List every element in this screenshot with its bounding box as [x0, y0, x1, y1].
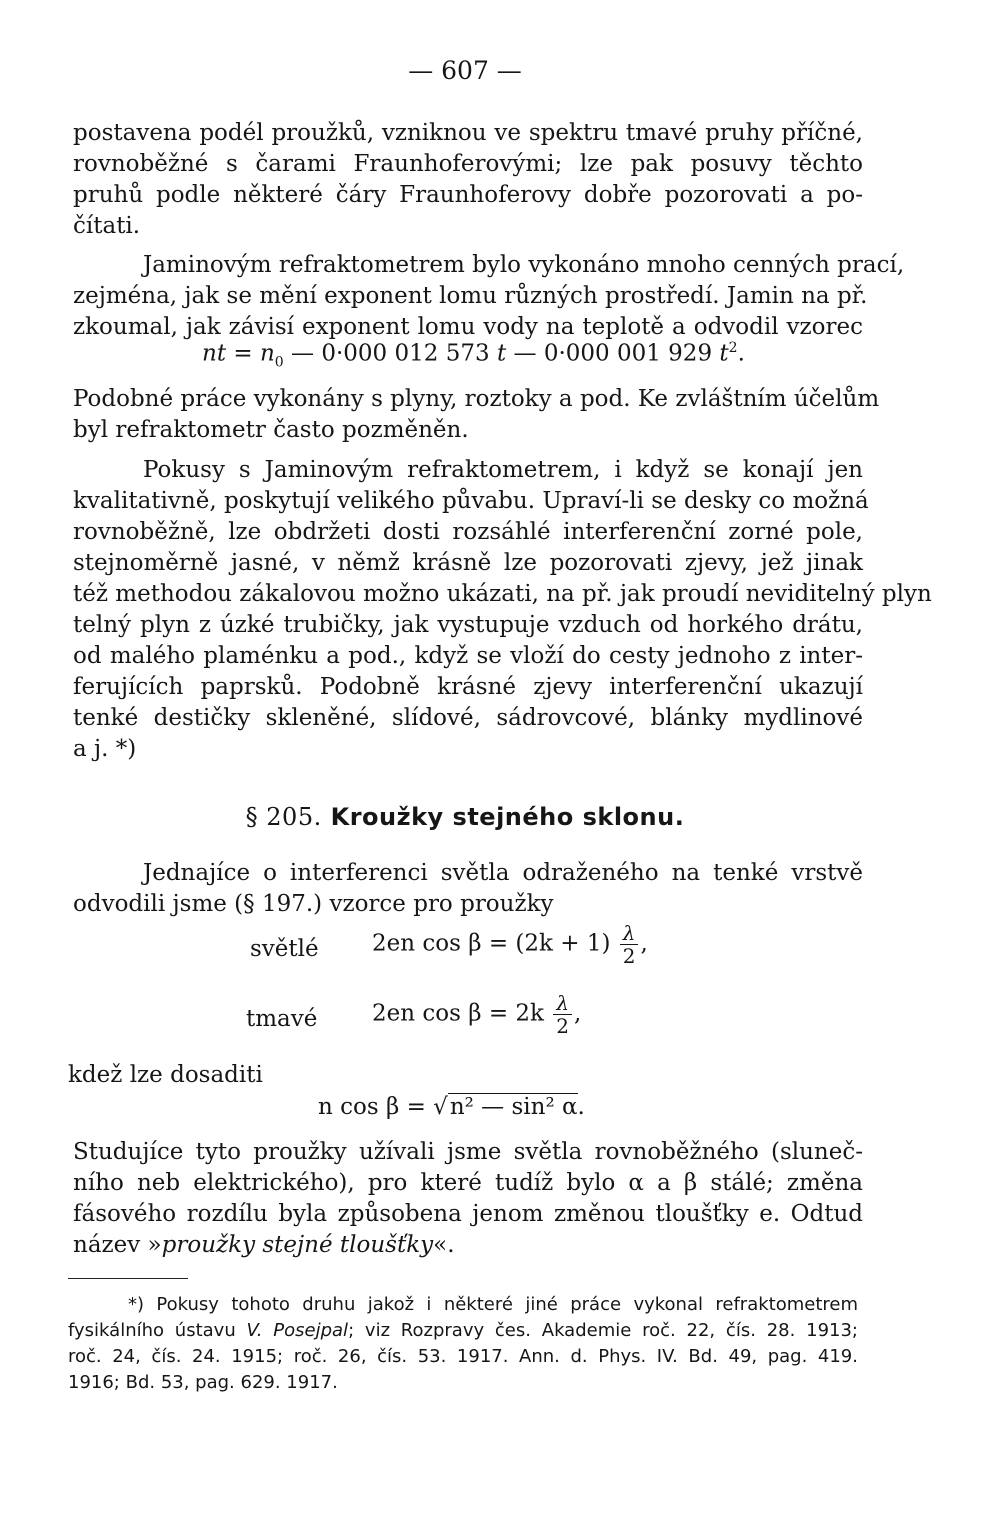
formula-dark [372, 992, 581, 1037]
formula-period: . [577, 1094, 585, 1120]
paragraph-similar-works [73, 384, 880, 446]
paragraph-experiments [73, 455, 932, 765]
text-line: čítati. [73, 213, 141, 239]
formula-period: . [737, 340, 745, 367]
text-fragment: ; viz Rozpravy čes. Akademie roč. 22, čís. 28. 1913; [348, 1320, 858, 1341]
formula-sqrt [318, 1094, 585, 1120]
text-line: Studujíce tyto proužky užívali jsme světla rovnoběžného (sluneč- [73, 1139, 863, 1165]
text-line: Jaminovým refraktometrem bylo vykonáno mnoho cenných prací, [143, 252, 905, 278]
formula-lhs: 2en cos β [372, 930, 482, 957]
sqrt-sign: √ [433, 1094, 448, 1120]
text-fragment: «. [433, 1232, 455, 1258]
text-line: Podobné práce vykonány s plyny, roztoky a pod. Ke zvláštním účelům [73, 386, 880, 412]
formula-comma: , [640, 930, 648, 957]
text-line: rovnoběžné s čarami Fraunhoferovými; lze pak posuvy těchto [73, 151, 863, 177]
text-line: zkoumal, jak závisí exponent lomu vody na teplotě a odvodil vzorec [73, 314, 863, 340]
formula-minus: — [513, 340, 537, 367]
page-number: — 607 — [408, 56, 522, 85]
text-line [73, 1230, 863, 1261]
footnote-line: 1916; Bd. 53, pag. 629. 1917. [68, 1372, 338, 1393]
footnote [68, 1292, 858, 1396]
text-line: stejnoměrně jasné, v němž krásně lze pozorovati zjevy, jež jinak [73, 550, 863, 576]
formula-coefficient: 0·000 001 929 [543, 340, 713, 367]
formula-minus: — [291, 340, 315, 367]
text-line: rovnoběžně, lze obdržeti dosti rozsáhlé interferenční zorné pole, [73, 519, 863, 545]
formula-lhs: nt [202, 340, 227, 367]
footnote-divider [68, 1278, 188, 1279]
formula-light [372, 922, 648, 967]
text-line: a j. *) [73, 736, 137, 762]
text-line: byl refraktometr často pozměněn. [73, 417, 469, 443]
formula-t: t [719, 340, 729, 367]
section-title: Kroužky stejného sklonu. [330, 803, 685, 831]
formula-coefficient: 0·000 012 573 [321, 340, 490, 367]
text-line: odvodili jsme (§ 197.) vzorce pro proužky [73, 891, 554, 917]
formula-exponent: 2 [728, 340, 738, 356]
text-line: od malého plaménku a pod., když se vloží do cesty jednoho z inter- [73, 643, 863, 669]
formula-n0: n [259, 340, 275, 367]
formula-equals: = [233, 340, 253, 367]
text-line: zejména, jak se mění exponent lomu různých prostředí. Jamin na př. [73, 283, 868, 309]
paragraph-continuation [73, 118, 863, 242]
formula-t: t [496, 340, 507, 367]
formula-rhs: 2k [515, 1000, 544, 1027]
formula-lhs: 2en cos β [372, 1000, 482, 1027]
text-line: ferujících paprsků. Podobně krásné zjevy interferenční ukazují [73, 674, 863, 700]
fraction-denominator: 2 [622, 944, 636, 968]
formula-comma: , [574, 1000, 582, 1027]
text-line: fásového rozdílu byla způsobena jenom změnou tloušťky e. Odtud [73, 1201, 863, 1227]
footnote-line [68, 1318, 858, 1344]
footnote-line: roč. 24, čís. 24. 1915; roč. 26, čís. 53. 1917. Ann. d. Phys. IV. Bd. 49, pag. 419. [68, 1346, 858, 1367]
fraction-numerator: λ [620, 922, 639, 945]
formula-equals: = [488, 930, 509, 957]
text-line: kvalitativně, poskytují velikého půvabu. Upraví-li se desky co možná [73, 488, 869, 514]
text-line: postavena podél proužků, vzniknou ve spektru tmavé pruhy příčné, [73, 120, 863, 146]
text-line: pruhů podle některé čáry Fraunhoferovy dobře pozorovati a po- [73, 182, 863, 208]
text-fragment: název » [73, 1232, 162, 1258]
formula-label-light: světlé [250, 936, 319, 962]
text-line: tenké destičky skleněné, slídové, sádrovcové, blánky mydlinové [73, 705, 863, 731]
text-substitute: kdež lze dosaditi [68, 1062, 263, 1088]
paragraph-interference [73, 858, 863, 920]
fraction-lambda-half [553, 992, 572, 1037]
fraction-lambda-half [620, 922, 639, 967]
fraction-denominator: 2 [556, 1014, 570, 1038]
formula-equals: = [488, 1000, 509, 1027]
formula-label-dark: tmavé [246, 1006, 318, 1032]
sqrt-radicand: n² — sin² α [449, 1094, 578, 1120]
text-line: ního neb elektrického), pro které tudíž bylo α a β stálé; změna [73, 1170, 863, 1196]
text-line: též methodou zákalovou možno ukázati, na př. jak proudí neviditelný plyn [73, 581, 932, 607]
formula-refractive-index [202, 340, 745, 370]
section-heading [0, 803, 930, 831]
text-fragment: fysikálního ústavu [68, 1320, 247, 1341]
text-line: telný plyn z úzké trubičky, jak vystupuje vzduch od horkého drátu, [73, 612, 863, 638]
author-name: V. Posejpal [246, 1320, 349, 1341]
paragraph-study [73, 1137, 863, 1261]
formula-rhs: (2k + 1) [515, 930, 611, 957]
footnote-line: *) Pokusy tohoto druhu jakož i některé jiné práce vykonal refraktometrem [128, 1294, 858, 1315]
formula-lhs: n cos β [318, 1094, 400, 1120]
formula-subscript: 0 [274, 354, 284, 371]
formula-equals: = [406, 1094, 426, 1120]
text-line: Jednajíce o interferenci světla odraženého na tenké vrstvě [143, 860, 863, 886]
paragraph-jamin [73, 250, 905, 343]
fraction-numerator: λ [553, 992, 572, 1015]
text-line: Pokusy s Jaminovým refraktometrem, i když se konají jen [143, 457, 863, 483]
section-number: § 205. [245, 803, 322, 831]
term-italic: proužky stejné tloušťky [161, 1232, 434, 1258]
